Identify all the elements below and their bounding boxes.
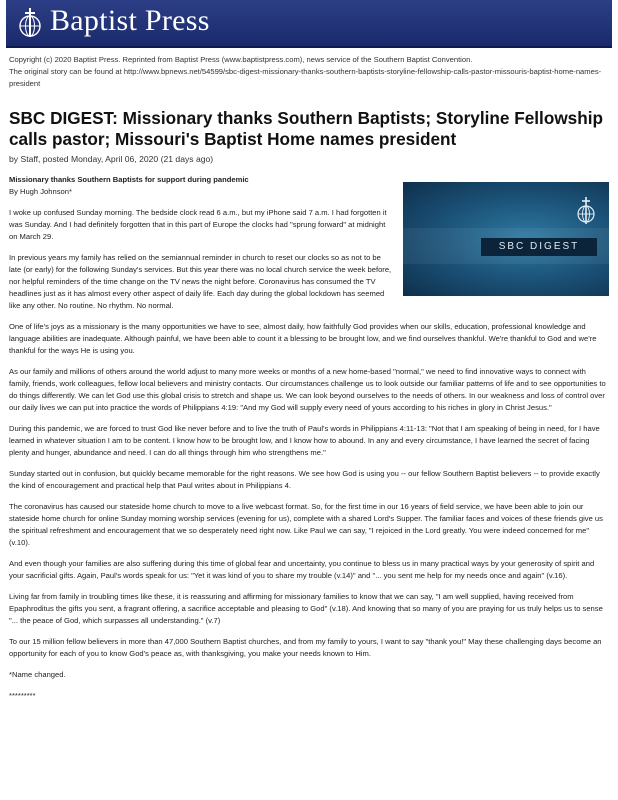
sbc-digest-image	[403, 182, 609, 296]
paragraph: During this pandemic, we are forced to trust God like never before and to live the truth of Paul's words in Philippians 4:11-13: "Not that I am speaking of being in need, for I have learned in whatever situation I am to be content. I know how to be brought low, and I know how to abound. In any and every circumstance, I have learned the secret of facing plenty and hunger, abundance and need. I can do all things through him who strengthens me."	[9, 424, 600, 457]
brand-title[interactable]: Baptist Press	[50, 4, 210, 37]
masthead	[6, 0, 612, 48]
paragraph: To our 15 million fellow believers in more than 47,000 Southern Baptist churches, and from my family to yours, I want to say "thank you!" May these challenging days become an opportunity for each of you to know God's peace as, with thanksgiving, you make your needs known to Him.	[9, 637, 602, 658]
article-title: SBC DIGEST: Missionary thanks Southern Baptists; Storyline Fellowship calls pastor; Missouri's Baptist Home names president	[9, 108, 604, 149]
paragraph: One of life's joys as a missionary is the many opportunities we have to see, almost daily, how faithfully God provides when our skills, education, professional knowledge and language abilities are inadequate. Although painful, we have been able to count it a blessing to be brought low, and we find ourselves thankful. We're thankful to God and we're thankful for the ways He is using you.	[9, 322, 597, 355]
cross-globe-icon	[575, 196, 597, 226]
original-story-link[interactable]: The original story can be found at http://www.bpnews.net/54599/sbc-digest-missionary-thanks-southern-baptists-storyline-fellowship-calls-pastor-missouris-baptist-home-names-president	[9, 67, 602, 88]
article-byline: by Staff, posted Monday, April 06, 2020 (21 days ago)	[9, 154, 214, 164]
article-body	[9, 174, 609, 702]
paragraph: Living far from family in troubling times like these, it is reassuring and affirming for missionary families to know that we can say, "I am well supplied, having received from Epaphroditus the gifts you sent, a fragrant offering, a sacrifice acceptable and pleasing to God" (v.18). And knowing that so many of you are praying for us truly helps us to sense "... the peace of God, which surpasses all understanding." (v.7)	[9, 592, 603, 625]
paragraph: In previous years my family has relied on the semiannual reminder in church to reset our clocks so as not to be late (or early) for the following Sunday's services. But this year there was no local church service the week before, nor helpful reminders of the time change on the TV news the night before. Coronavirus has consumed the TV headlines just as it has almost every other aspect of daily life. Each day during the global lockdown has seemed like any other. No routine. No rhythm. No normal.	[9, 253, 392, 310]
paragraph: I woke up confused Sunday morning. The bedside clock read 6 a.m., but my iPhone said 7 a.m. I had forgotten it was Sunday. And I had definitely forgotten that in this part of Europe the clocks had "sprung forward" at midnight on March 29.	[9, 208, 387, 241]
name-changed-note: *Name changed.	[9, 670, 66, 679]
image-label: SBC DIGEST	[481, 238, 597, 256]
copyright-line: Copyright (c) 2020 Baptist Press. Reprinted from Baptist Press (www.baptistpress.com), news service of the Southern Baptist Convention.	[9, 55, 473, 64]
paragraph: Sunday started out in confusion, but quickly became memorable for the right reasons. We see how God is using you -- our fellow Southern Baptist believers -- to provide exactly the kind of encouragement and practical help that Paul writes about in Philippians 4.	[9, 469, 600, 490]
paragraph: The coronavirus has caused our stateside home church to move to a live webcast format. So, for the first time in our 16 years of field service, we have been able to join our stateside home church for online Sunday morning worship services (evening for us), complete with a shared Lord's Supper. The familiar faces and voices of these friends give us the spiritual refreshment and encouragement that we so desperately need right now. Like Paul we can say, "I rejoiced in the Lord greatly. You were indeed concerned for me" (v.10).	[9, 502, 603, 547]
paragraph: As our family and millions of others around the world adjust to many more weeks or months of a new home-based "normal," we need to find innovative ways to connect with family, friends, work colleagues, fellow local believers and ministry contacts. Our circumstances challenge us to look outside our familiar patterns of life and to see opportunities to do things differently. We can let God use this global crisis to stretch and shape us. We can look beyond ourselves to the needs of others. In our weakness and loss of control over our daily lives we can put into practice the words of Philippians 4:19: "And my God will supply every need of yours according to his riches in glory in Christ Jesus."	[9, 367, 606, 412]
paragraph: And even though your families are also suffering during this time of global fear and uncertainty, you continue to bless us in many practical ways by your generosity of spirit and your sacrificial gifts. Again, Paul's words speak for us: "Yet it was kind of you to share my trouble (v.14)" and "... you sent me help for my needs once and again" (v.16).	[9, 559, 595, 580]
separator-asterisks: *********	[9, 691, 36, 700]
article-author: By Hugh Johnson*	[9, 187, 72, 196]
copyright-notice	[9, 54, 609, 90]
article-subhead: Missionary thanks Southern Baptists for support during pandemic	[9, 175, 249, 184]
cross-globe-icon	[16, 6, 44, 40]
